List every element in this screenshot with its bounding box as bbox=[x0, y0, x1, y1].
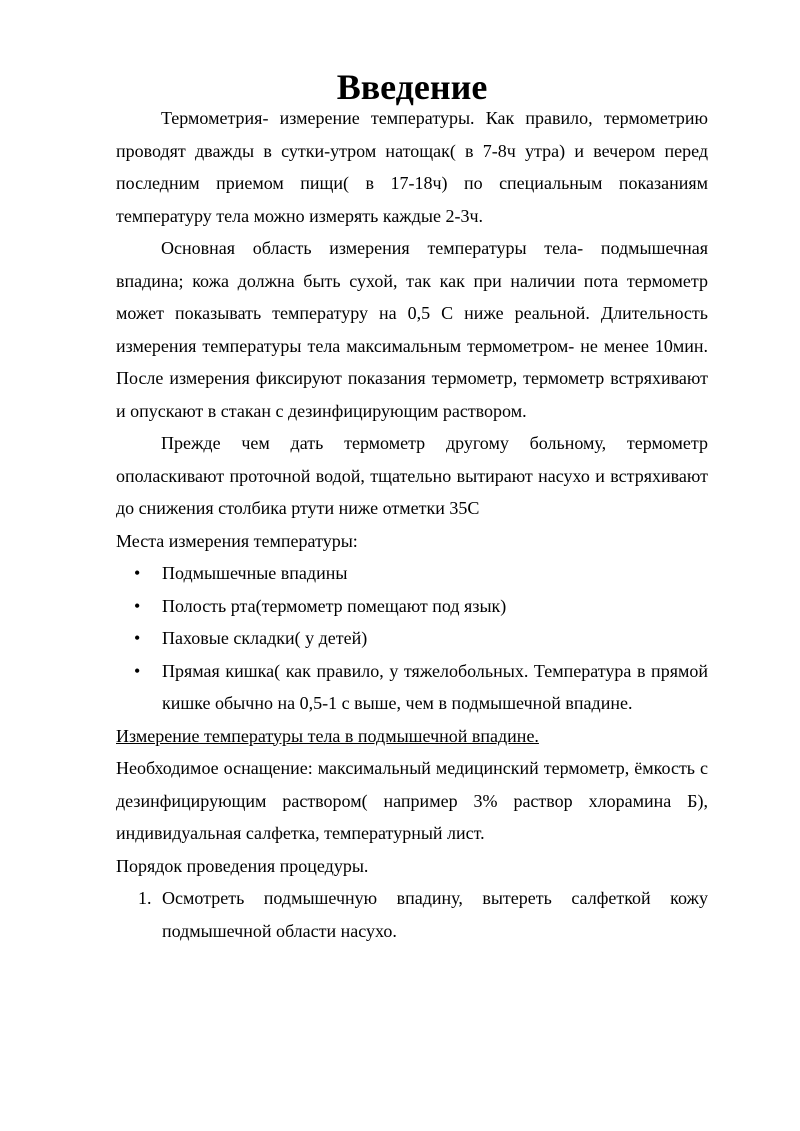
list-item-text: Паховые складки( у детей) bbox=[162, 628, 368, 648]
list-item bbox=[116, 622, 708, 655]
places-list bbox=[116, 557, 708, 720]
list-item-text: Подмышечные впадины bbox=[162, 563, 348, 583]
list-item bbox=[116, 882, 708, 947]
paragraph-thermometry: Термометрия- измерение температуры. Как правило, термометрию проводят дважды в сутки-утром натощак( в 7-8ч утра) и вечером перед последним приемом пищи( в 17-18ч) по специальным показаниям температуру тела можно измерять каждые 2-3ч. bbox=[116, 108, 708, 226]
list-item bbox=[116, 557, 708, 590]
step-text: Осмотреть подмышечную впадину, вытереть салфеткой кожу подмышечной области насухо. bbox=[162, 888, 708, 941]
bullet-icon: • bbox=[134, 628, 141, 648]
procedure-steps bbox=[116, 882, 708, 947]
section-heading: Измерение температуры тела в подмышечной впадине. bbox=[116, 725, 539, 746]
document-title: Введение bbox=[336, 67, 488, 107]
list-item bbox=[116, 655, 708, 720]
bullet-icon: • bbox=[134, 595, 141, 616]
list-item-text: Полость рта(термометр помещают под язык) bbox=[162, 595, 507, 616]
places-heading: Места измерения температуры: bbox=[116, 530, 358, 551]
step-number: 1. bbox=[138, 888, 152, 908]
bullet-icon: • bbox=[134, 563, 141, 583]
paragraph-thermometer-cleaning: Прежде чем дать термометр другому больному, термометр ополаскивают проточной водой, тщательно вытирают насухо и встряхивают до снижения столбика ртути ниже отметки 35С bbox=[116, 433, 708, 518]
equipment-paragraph: Необходимое оснащение: максимальный медицинский термометр, ёмкость с дезинфицирующим раствором( например 3% раствор хлорамина Б), индивидуальная салфетка, температурный лист. bbox=[116, 758, 708, 843]
paragraph-measurement-area: Основная область измерения температуры тела- подмышечная впадина; кожа должна быть сухой, так как при наличии пота термометр может показывать температуру на 0,5 С ниже реальной. Длительность измерения температуры тела максимальным термометром- не менее 10мин. После измерения фиксируют показания термометр, термометр встряхивают и опускают в стакан с дезинфицирующим раствором. bbox=[116, 238, 708, 421]
list-item-text: Прямая кишка( как правило, у тяжелобольных. Температура в прямой кишке обычно на 0,5-1 с выше, чем в подмышечной впадине. bbox=[162, 660, 708, 713]
list-item bbox=[116, 590, 708, 623]
bullet-icon: • bbox=[134, 660, 141, 681]
procedure-heading: Порядок проведения процедуры. bbox=[116, 855, 369, 876]
